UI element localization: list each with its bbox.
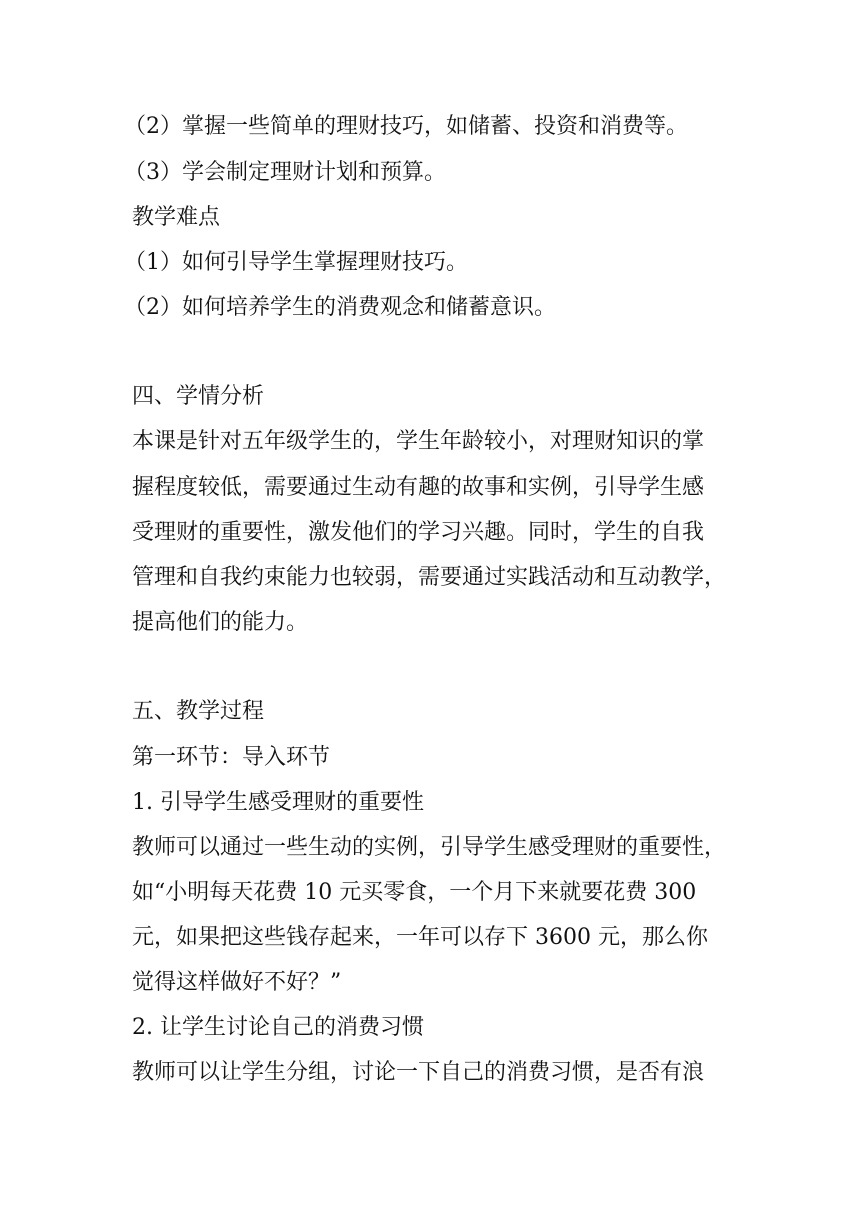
- step-1-line: 元，如果把这些钱存起来，一年可以存下 3600 元，那么你: [132, 925, 708, 950]
- step-1-line: 教师可以通过一些生动的实例，引导学生感受理财的重要性，: [132, 835, 727, 860]
- objective-item-2: （2）掌握一些简单的理财技巧，如储蓄、投资和消费等。: [124, 114, 688, 139]
- step-1-line: 觉得这样做好不好？”: [132, 970, 342, 995]
- process-heading: 五、教学过程: [132, 699, 265, 724]
- step-2-title: 2. 让学生讨论自己的消费习惯: [132, 1015, 424, 1040]
- objective-item-3: （3）学会制定理财计划和预算。: [124, 160, 446, 185]
- analysis-line: 提高他们的能力。: [132, 610, 309, 635]
- analysis-line: 受理财的重要性，激发他们的学习兴趣。同时，学生的自我: [132, 520, 705, 545]
- difficulty-item-1: （1）如何引导学生掌握理财技巧。: [124, 250, 468, 275]
- step-1-line: 如“小明每天花费 10 元买零食，一个月下来就要花费 300: [132, 880, 697, 905]
- analysis-heading: 四、学情分析: [132, 384, 265, 409]
- step-2-line: 教师可以让学生分组，讨论一下自己的消费习惯，是否有浪: [132, 1060, 705, 1085]
- analysis-line: 握程度较低，需要通过生动有趣的故事和实例，引导学生感: [132, 475, 705, 500]
- analysis-line: 本课是针对五年级学生的，学生年龄较小，对理财知识的掌: [132, 429, 705, 454]
- process-section-title: 第一环节：导入环节: [132, 745, 331, 770]
- analysis-line: 管理和自我约束能力也较弱，需要通过实践活动和互动教学，: [132, 565, 727, 590]
- difficulties-heading: 教学难点: [132, 205, 221, 230]
- difficulty-item-2: （2）如何培养学生的消费观念和储蓄意识。: [124, 295, 556, 320]
- step-1-title: 1. 引导学生感受理财的重要性: [132, 790, 424, 815]
